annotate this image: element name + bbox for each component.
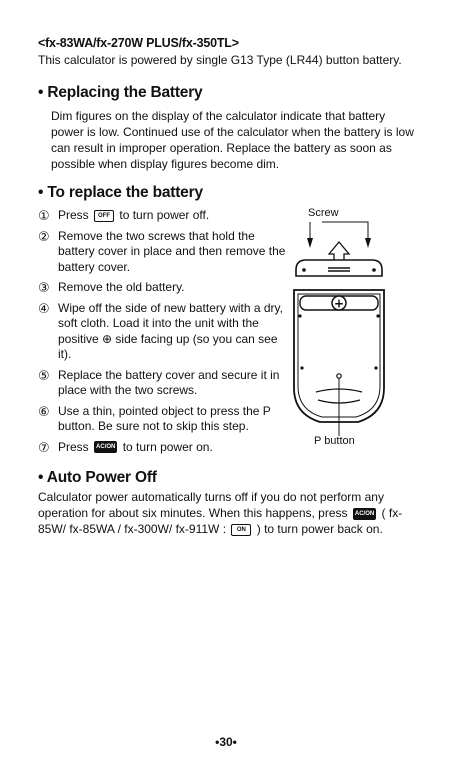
p-button-label: P button (314, 435, 355, 447)
step-3: ③ Remove the old battery. (38, 280, 185, 295)
screw-right-icon (365, 238, 371, 248)
replacing-title: • Replacing the Battery (38, 84, 203, 101)
p-button-icon (337, 374, 341, 378)
step-2: ② Remove the two screws that hold the battery cover in place and then remove the battery cover. (38, 228, 286, 274)
ac-on-key-icon: AC/ON (94, 441, 117, 453)
step-7: ⑦ Press AC/ON to turn power on. (38, 439, 213, 455)
calculator-back-drawing (288, 208, 408, 468)
svg-text:+: + (333, 296, 345, 311)
step-6: ⑥ Use a thin, pointed object to press the P button. Be sure not to skip this step. (38, 403, 271, 433)
procedure-steps (38, 208, 414, 455)
screw-leader-right (322, 222, 368, 238)
auto-off-text: Calculator power automatically turns off if you do not perform any operation for about six minutes. When this happens, press AC/ON ( fx-85W/ fx-85WA / fx-300W/ fx-911W : ON ) to turn power back on. (38, 490, 403, 536)
model-heading: <fx-83WA/fx-270W PLUS/fx-350TL> (38, 36, 239, 50)
screw-label: Screw (308, 207, 339, 219)
screw-left-icon (307, 238, 313, 248)
intro-text: This calculator is powered by single G13 Type (LR44) button battery. (38, 53, 402, 67)
step-5: ⑤ Replace the battery cover and secure it in place with the two screws. (38, 367, 280, 397)
ac-on-key-icon-2: AC/ON (353, 508, 376, 520)
procedure-title: • To replace the battery (38, 184, 203, 201)
step-1: ① Press OFF to turn power off. (38, 208, 210, 223)
step-4: ④ Wipe off the side of new battery with a dry, soft cloth. Load it into the unit with the positive ⊕ side facing up (so you can see it). (38, 300, 283, 361)
page-number: •30• (215, 735, 237, 749)
auto-off-title: • Auto Power Off (38, 469, 157, 486)
on-key-icon: ON (231, 524, 251, 536)
battery-figure (288, 208, 408, 468)
replacing-text: Dim figures on the display of the calculator indicate that battery power is low. Continued use of the calculator when the battery is low can result in improper operation. Replace the battery as soon as possible when display figures become dim. (51, 109, 414, 171)
manual-page (38, 36, 414, 537)
off-key-icon: OFF (94, 210, 114, 222)
